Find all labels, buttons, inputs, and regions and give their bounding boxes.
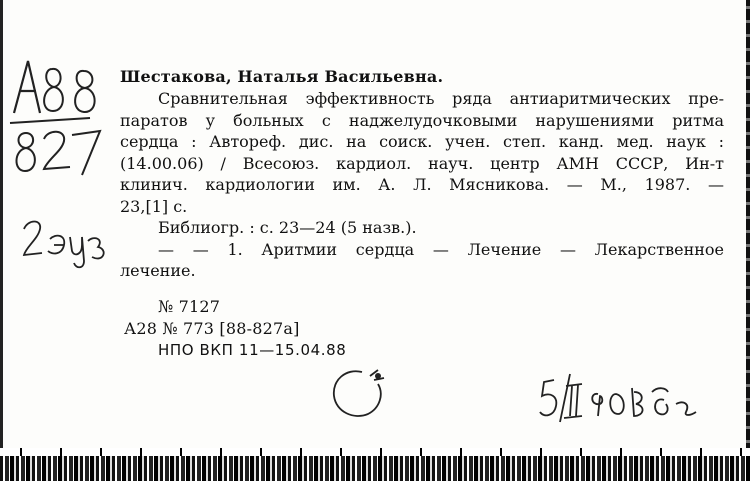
description-line: Сравнительная эффективность ряда антиаритмических пре- (158, 89, 724, 108)
round-stamp-mark (328, 362, 392, 424)
shelf-mark: А28 № 773 [88-827а] (124, 319, 300, 338)
scan-edge-left (0, 0, 3, 481)
author-heading: Шестакова, Наталья Васильевна. (120, 67, 444, 86)
subject-line: — — 1. Аритмии сердца — Лечение — Лекарственное (158, 239, 724, 259)
bibliographic-description (120, 88, 724, 282)
subject-line-continued: лечение. (120, 261, 196, 280)
description-line: (14.00.06) / Всесоюз. кардиол. науч. центр АМН СССР, Ин-т (120, 153, 724, 173)
handwritten-call-number (8, 55, 108, 185)
handwritten-date-note (540, 370, 710, 430)
bibliography-line: Библиогр. : с. 23—24 (5 назв.). (158, 218, 417, 237)
description-line: сердца : Автореф. дис. на соиск. учен. степ. канд. мед. наук : (120, 132, 724, 151)
description-line: паратов у больных с наджелудочковыми нарушениями ритма (120, 110, 724, 130)
scan-edge-right (746, 0, 750, 470)
handwritten-copies-note (18, 215, 113, 270)
registry-stamp: НПО ВКП 11—15.04.88 (158, 341, 347, 359)
scan-bottom-strip (0, 448, 750, 481)
description-line: 23,[1] с. (120, 196, 188, 216)
description-line: клинич. кардиологии им. А. Л. Мясникова. — М., 1987. — (120, 175, 724, 194)
card-number: № 7127 (158, 297, 221, 316)
